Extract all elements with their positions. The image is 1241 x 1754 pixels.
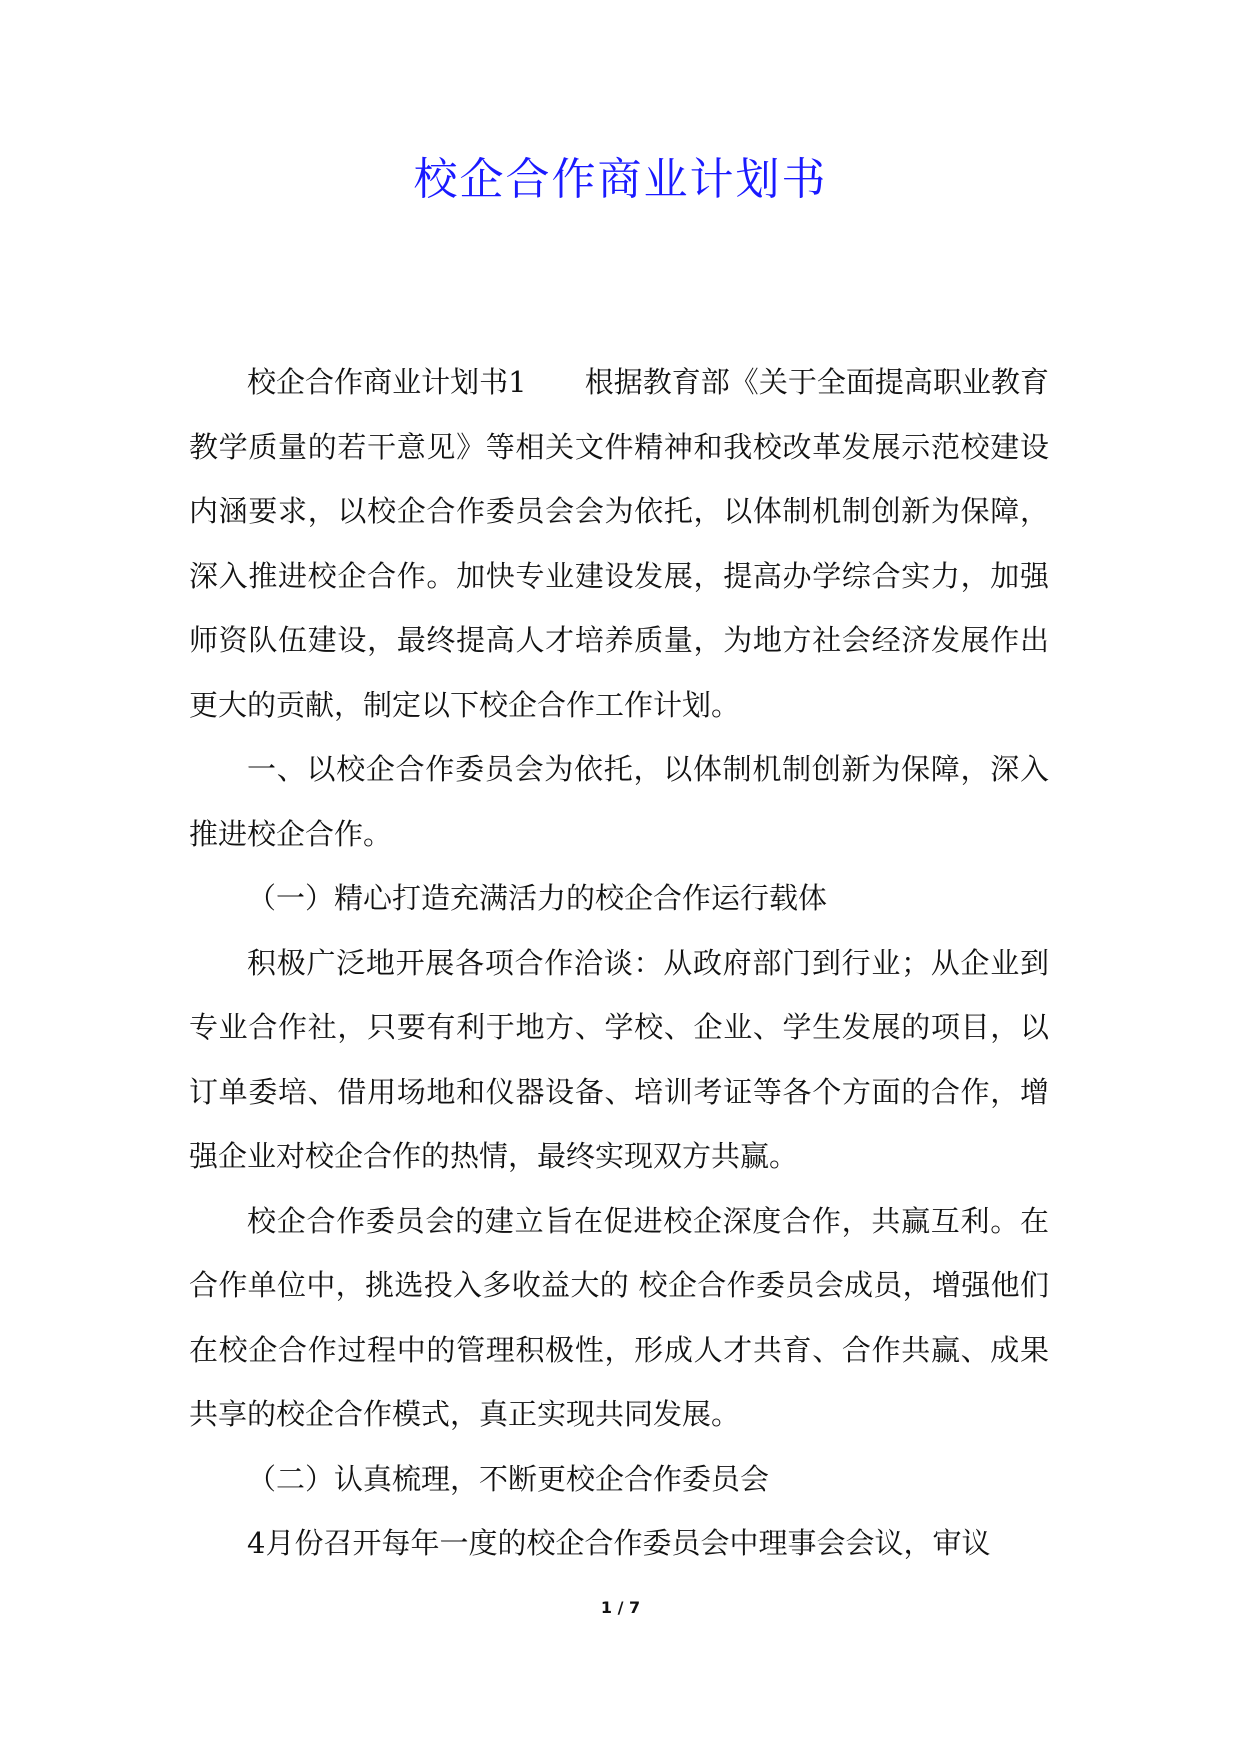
page-number: 1 / 7 (600, 1598, 641, 1617)
heading-subsection-2: （二）认真梳理，不断更校企合作委员会 (247, 1461, 770, 1496)
paragraph-cooperation: 积极广泛地开展各项合作洽谈：从政府部门到行业；从企业到专业合作社，只要有利于地方、学校、企业、学生发展的项目，以订单委培、借用场地和仪器设备、培训考证等各个方面的合作，增强企业对校企合作的热情，最终实现双方共赢。 (189, 945, 1049, 1173)
paragraph-meeting: 4月份召开每年一度的校企合作委员会中理事会会议，审议 (247, 1526, 991, 1560)
heading-subsection-1: （一）精心打造充满活力的校企合作运行载体 (247, 881, 828, 915)
document-body (189, 350, 1049, 1576)
paragraph-intro: 校企合作商业计划书1 根据教育部《关于全面提高职业教育教学质量的若干意见》等相关文件精神和我校改革发展示范校建设内涵要求，以校企合作委员会会为依托，以体制机制创新为保障，深入推进校企合作。加快专业建设发展，提高办学综合实力，加强师资队伍建设，最终提高人才培养质量，为地方社会经济发展作出更大的贡献，制定以下校企合作工作计划。 (189, 365, 1049, 722)
heading-section-1: 一、以校企合作委员会为依托，以体制机制创新为保障，深入推进校企合作。 (189, 752, 1049, 851)
paragraph-committee: 校企合作委员会的建立旨在促进校企深度合作，共赢互利。在合作单位中，挑选投入多收益大的 校企合作委员会成员，增强他们在校企合作过程中的管理积极性，形成人才共育、合作共赢、成果共享的校企合作模式，真正实现共同发展。 (189, 1203, 1049, 1431)
document-title: 校企合作商业计划书 (413, 154, 828, 205)
